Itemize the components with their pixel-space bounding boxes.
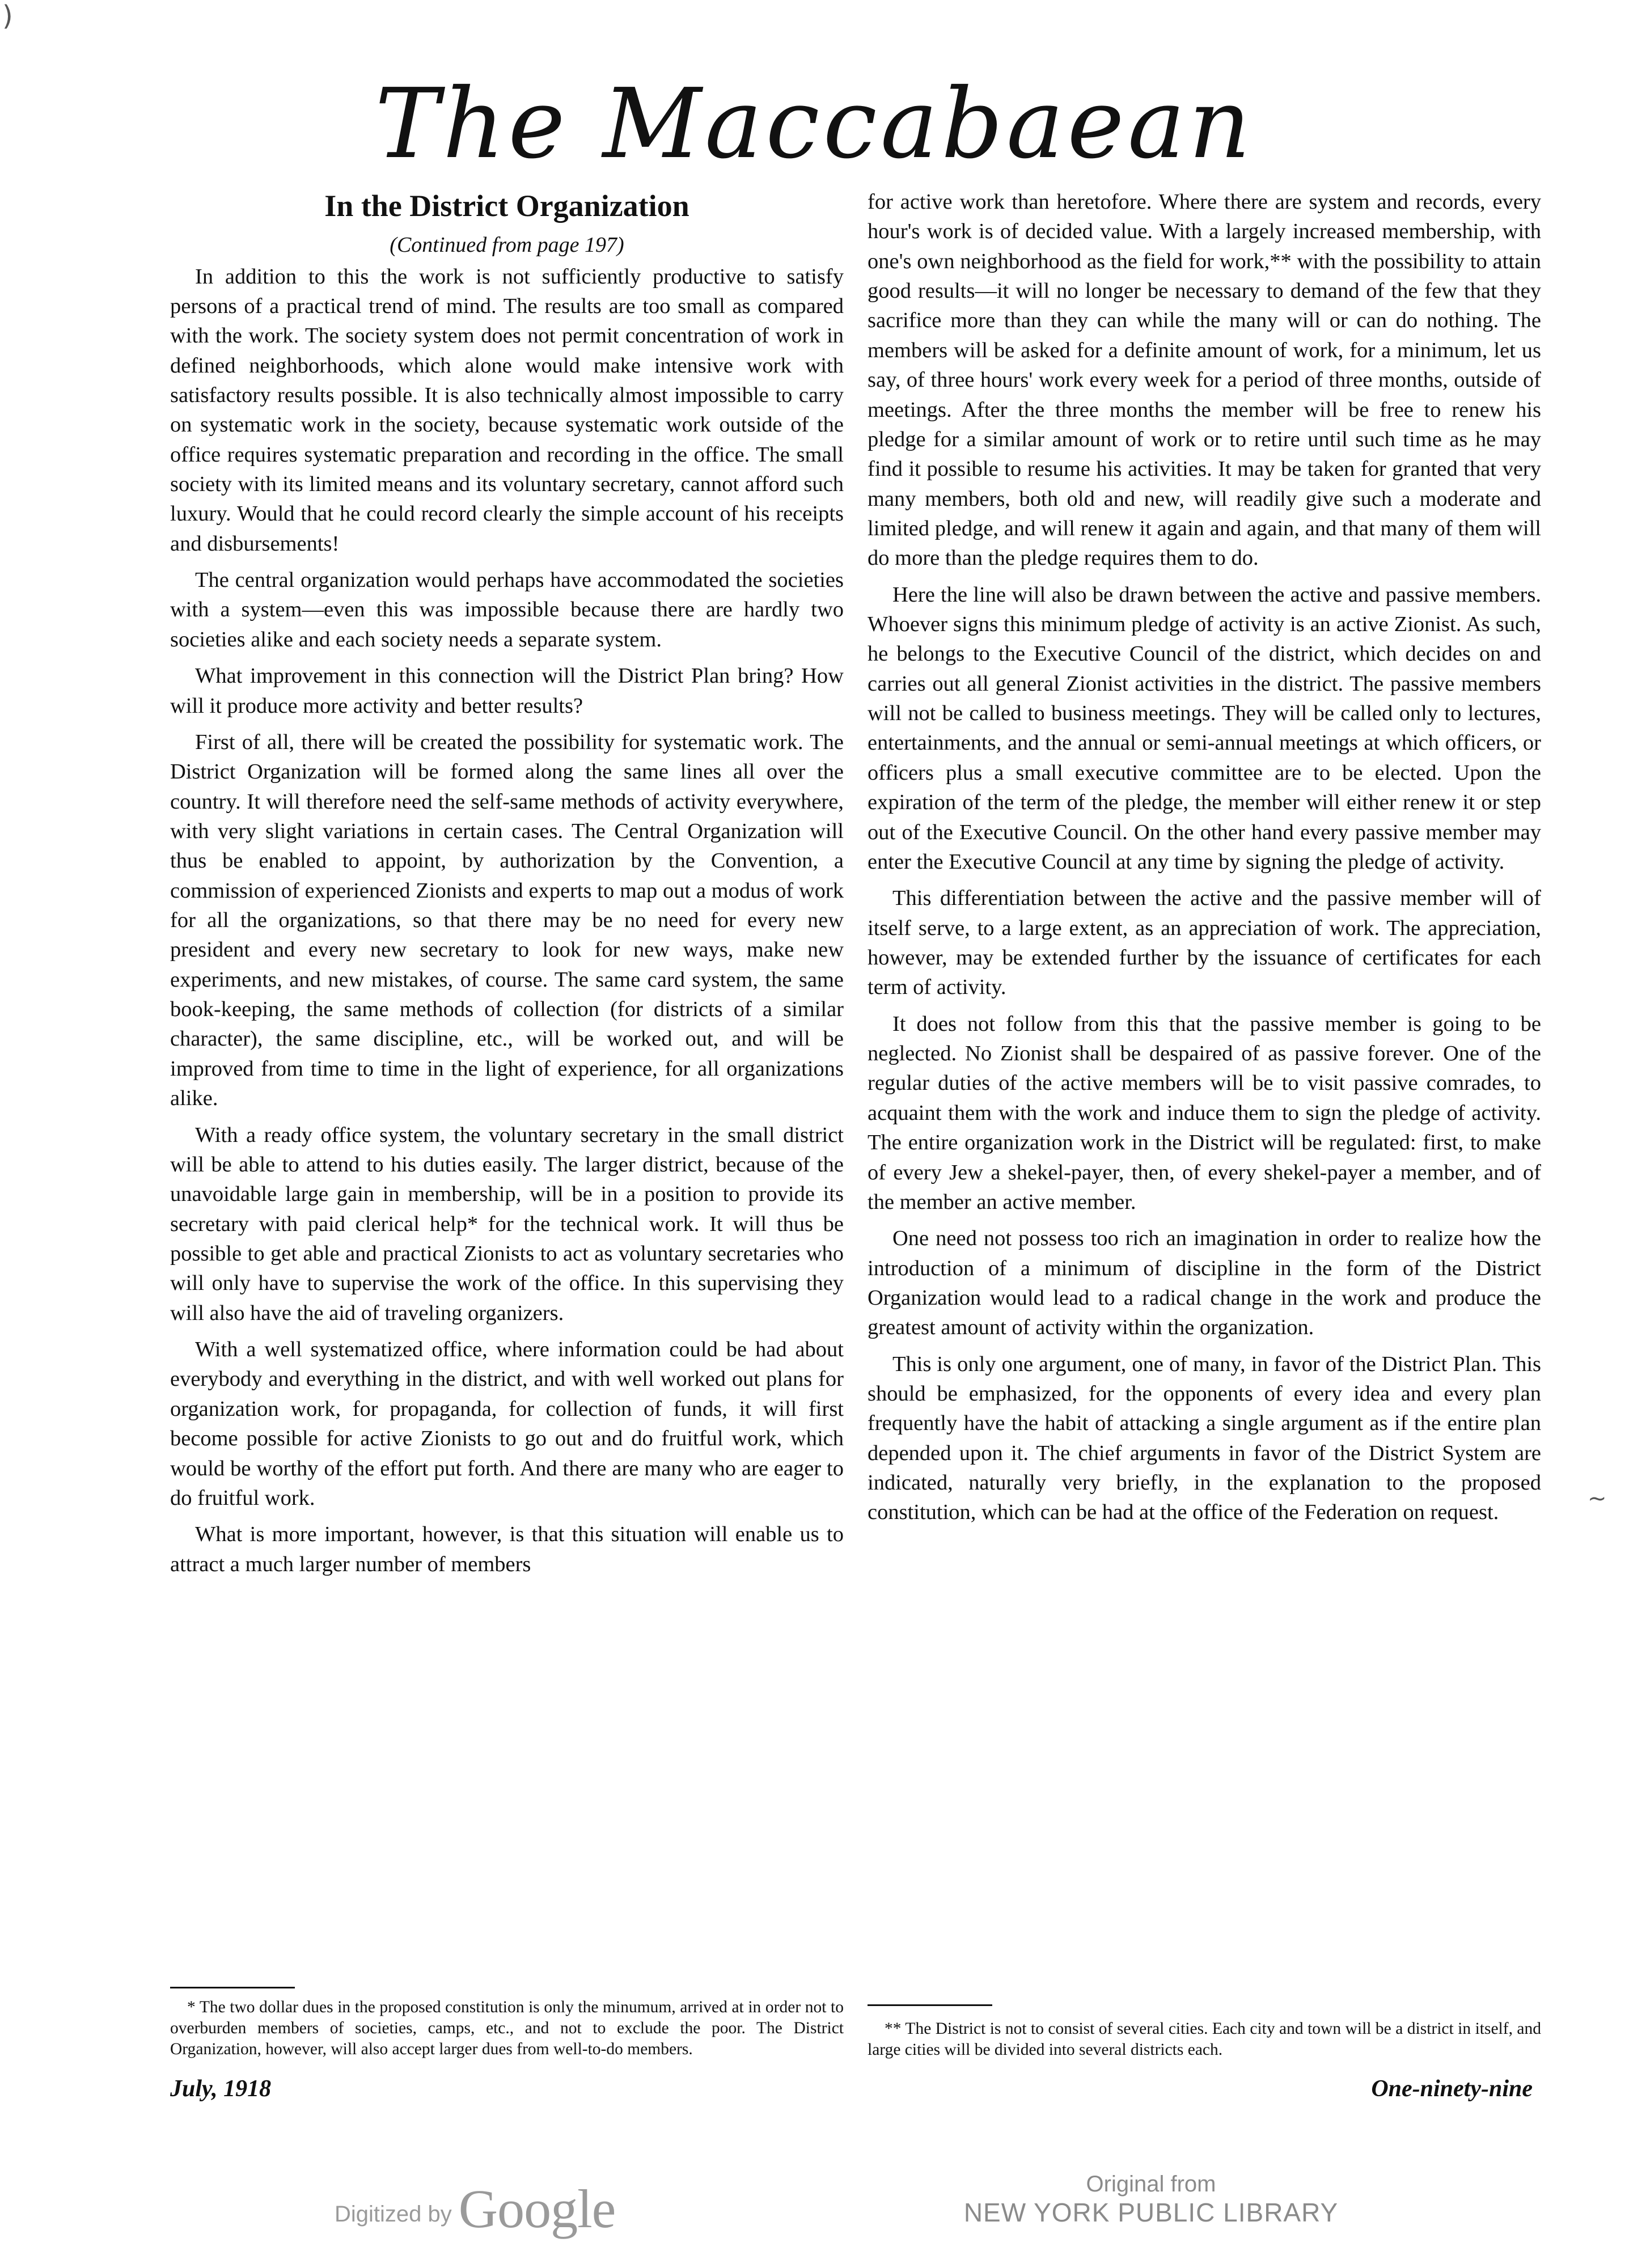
footnote-right: ** The District is not to consist of several cities. Each city and town will be a district in itself, and large cities will be divided into several districts each. — [868, 2020, 1541, 2059]
paragraph: for active work than heretofore. Where there are system and records, every hour's work is of decided value. With a largely increased membership, with one's own neighborhood as the field for work,** with the possibility to attain good results—it will no longer be necessary to demand of the few that they sacrifice more than they can while the many will or can do nothing. The members will be asked for a definite amount of work, for a minimum, let us say, of three hours' work every week for a period of three months, outside of meetings. After the three months the member will be free to renew his pledge for a similar amount of work or to retire until such time as he may find it possible to resume his activities. It may be taken for granted that very many members, both old and new, will readily give such a moderate and limited pledge, and will renew it again and again, and that many of them will do more than the pledge requires them to do. — [868, 190, 1541, 570]
footnote-divider — [868, 2004, 992, 2006]
digitized-label: Digitized by — [335, 2202, 452, 2227]
right-column — [868, 187, 1541, 1534]
paragraph: This differentiation between the active and the passive member will of itself serve, to a large extent, as an appreciation of work. The appreciation, however, may be extended further by the issuance of certificates for each term of activity. — [868, 886, 1541, 1000]
paragraph: Here the line will also be drawn between the active and passive members. Whoever signs this minimum pledge of activity is an active Zionist. As such, he belongs to the Executive Council of the district, which decides on and carries out all general Zionist activities in the district. The passive members will not be called to business meetings. They will be called only to lectures, entertainments, and the annual or semi-annual meetings at which officers, or officers plus a small executive committee are to be elected. Upon the expiration of the term of the pledge, the member will either renew it or step out of the Executive Council. On the other hand every passive member may enter the Executive Council at any time by signing the pledge of activity. — [868, 582, 1541, 874]
paragraph: This is only one argument, one of many, in favor of the District Plan. This should be emphasized, for the opponents of every idea and every plan frequently have the habit of attacking a single argument as if the entire plan depended upon it. The chief arguments in favor of the District System are indicated, naturally very briefly, in the explanation to the proposed constitution, which can be had at the office of the Federation on request. — [868, 1352, 1541, 1525]
google-logo: Google — [458, 2178, 616, 2239]
paragraph: The central organization would perhaps have accommodated the societies with a system—even this was impossible because there are hardly two societies alike and each society needs a separate system. — [170, 568, 844, 651]
continued-note: (Continued from page 197) — [390, 232, 624, 257]
scan-mark: ) — [2, 0, 13, 32]
page-number: One-ninety-nine — [1371, 2076, 1533, 2102]
left-column — [170, 187, 844, 1586]
paragraph: In addition to this the work is not sufficiently productive to satisfy persons of a practical trend of mind. The results are too small as compared with the work. The society system does not permit concentration of work in defined neighborhoods, which alone would make intensive work with satisfactory results possible. It is also technically almost impossible to carry on systematic work in the society, because systematic work outside of the office requires systematic preparation and recording in the office. The small society with its limited means and its voluntary secretary, cannot afford such luxury. Would that he could record clearly the simple account of his receipts and disbursements! — [170, 264, 844, 556]
issue-date: July, 1918 — [170, 2076, 272, 2102]
footnote-left: * The two dollar dues in the proposed constitution is only the minumum, arrived at in order not to overburden members of societies, camps, etc., and not to exclude the poor. The District Organization, however, will also accept larger dues from well-to-do members. — [170, 1998, 844, 2058]
library-name: NEW YORK PUBLIC LIBRARY — [963, 2198, 1339, 2227]
article-title: In the District Organization — [324, 189, 689, 223]
original-from-label: Original from — [1086, 2172, 1216, 2197]
paragraph: It does not follow from this that the passive member is going to be neglected. No Zionist shall be despaired of as passive forever. One of the regular duties of the active members will be to visit passive comrades, to acquaint them with the work and induce them to sign the pledge of activity. The entire organization work in the District will be regulated: first, to make of every Jew a shekel-payer, then, of every shekel-payer a member, and of the member an active member. — [868, 1012, 1541, 1214]
paragraph: With a well systematized office, where information could be had about everybody and everything in the district, and with well worked out plans for organization work, for propaganda, for collection of funds, it will first become possible for active Zionists to go out and do fruitful work, which would be worthy of the effort put forth. And there are many who are eager to do fruitful work. — [170, 1338, 844, 1510]
paragraph: What is more important, however, is that this situation will enable us to attract a much larger number of members — [170, 1522, 844, 1576]
paragraph: With a ready office system, the voluntary secretary in the small district will be able to attend to his duties easily. The larger district, because of the unavoidable large gain in membership, will be in a position to provide its secretary with paid clerical help* for the technical work. It will thus be possible to get able and practical Zionists to act as voluntary secretaries who will only have to supervise the work of the office. In this supervising they will also have the aid of traveling organizers. — [170, 1123, 844, 1325]
paragraph: First of all, there will be created the possibility for systematic work. The District Organization will be formed along the same lines all over the country. It will therefore need the self-same methods of activity everywhere, with very slight variations in certain cases. The Central Organization will thus be enabled to appoint, by authorization by the Convention, a commission of experienced Zionists and experts to map out a modus of work for all the organizations, so that there may be no need for every new president and every new secretary to look for new ways, make new experiments, and new mistakes, of course. The same card system, the same book-keeping, the same methods of collection (for districts of a similar character), the same discipline, etc., will be worked out, and will be improved from time to time in the light of experience, for all organizations alike. — [170, 730, 844, 1111]
paragraph: What improvement in this connection will the District Plan bring? How will it produce more activity and better results? — [170, 664, 844, 718]
masthead-title: The Maccabaean — [375, 68, 1254, 180]
library-watermark — [953, 2172, 1349, 2228]
footnote-divider — [170, 1987, 295, 1988]
paragraph: One need not possess too rich an imagination in order to realize how the introduction of a minimum of discipline in the form of the District Organization would lead to a radical change in the work and produce the greatest amount of activity within the organization. — [868, 1226, 1541, 1340]
digitized-watermark — [335, 2177, 615, 2240]
scan-mark: ~ — [1588, 1486, 1607, 1512]
